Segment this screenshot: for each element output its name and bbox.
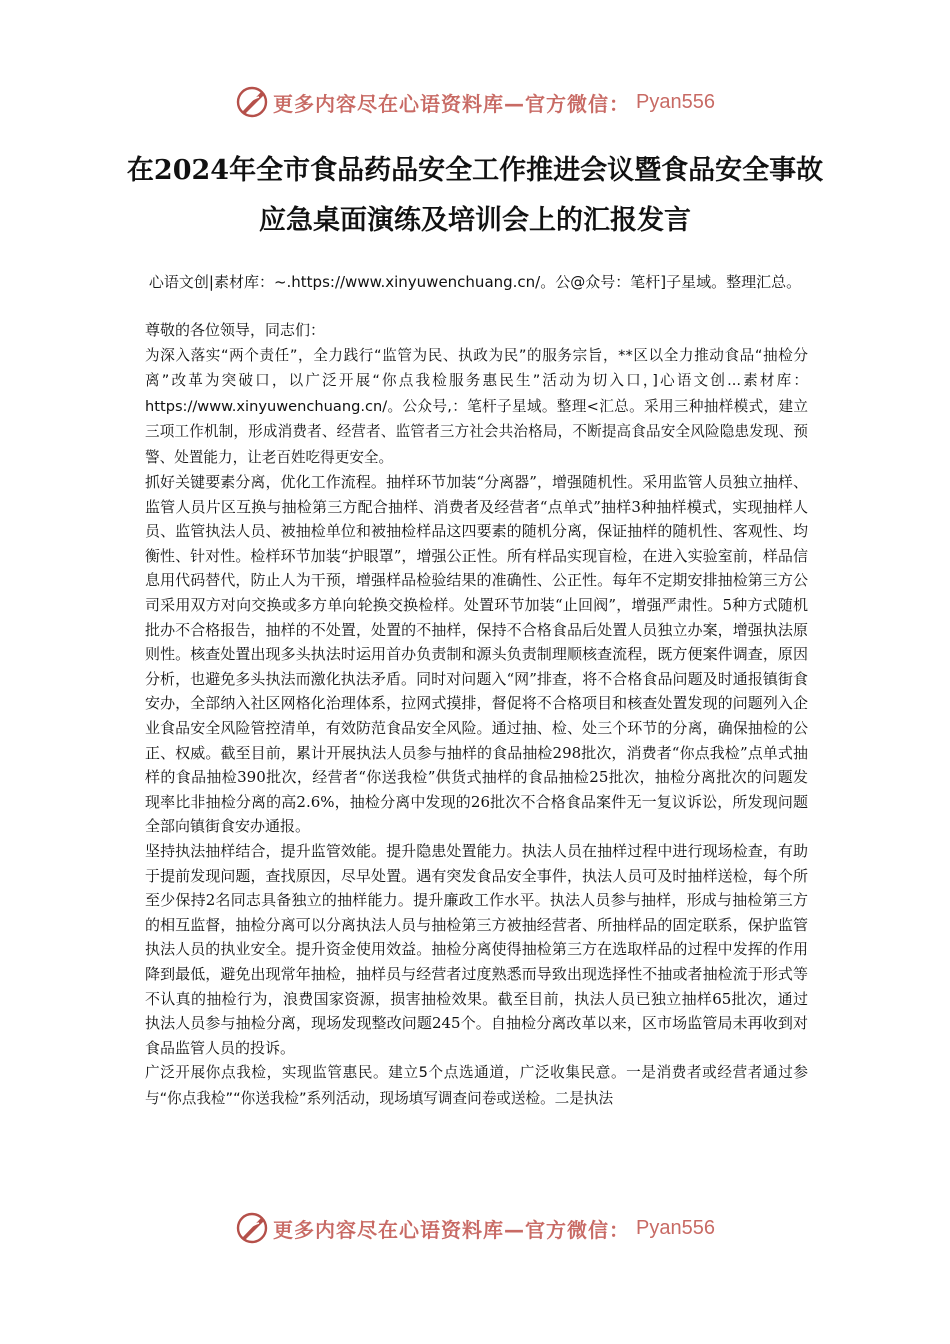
banner-wechat-id: Pyan556 bbox=[636, 1216, 715, 1239]
banner-text: 更多内容尽在心语资料库—官方微信： bbox=[273, 1217, 631, 1242]
paragraph-key-elements: 抓好关键要素分离，优化工作流程。抽样环节加装“分离器”，增强随机性。采用监管人员独立抽样、监管人员片区互换与抽检第三方配合抽样、消费者及经营者“点单式”抽样3种抽样模式，实现抽样人员、监管执法人员、被抽检单位和被抽检样品这四要素的随机分离，保证抽样的随机性、客观性、均衡性、针对性。检样环节加装“护眼罩”，增强公正性。所有样品实现盲检，在进入实验室前，样品信息用代码替代，防止人为干预，增强样品检验结果的准确性、公正性。每年不定期安排抽检第三方公司采用双方对向交换或多方单向轮换交换检样。处置环节加装“止回阀”，增强严肃性。5种方式随机批办不合格报告，抽样的不处置，处置的不抽样，保持不合格食品后处置人员独立办案，增强执法原则性。核查处置出现多头执法时运用首办负责制和源头负责制理顺核查流程，既方便案件调查，原因分析，也避免多头执法而激化执法矛盾。同时对问题入“网”排查，将不合格食品问题及时通报镇街食安办，全部纳入社区网格化治理体系，拉网式摸排，督促将不合格项目和核查处置发现的问题列入企业食品安全风险管控清单，有效防范食品安全风险。通过抽、检、处三个环节的分离，确保抽检的公正、权威。截至目前，累计开展执法人员参与抽样的食品抽检298批次，消费者“你点我检”点单式抽样的食品抽检390批次，经营者“你送我检”供货式抽样的食品抽检25批次，抽检分离批次的问题发现率比非抽检分离的高2.6%，抽检分离中发现的26批次不合格食品案件无一复议诉讼，所发现问题全部向镇街食安办通报。 bbox=[145, 473, 808, 836]
paragraph-enforcement: 坚持执法抽样结合，提升监管效能。提升隐患处置能力。执法人员在抽样过程中进行现场检查，有助于提前发现问题，查找原因，尽早处置。遇有突发食品安全事件，执法人员可及时抽样送检，每个所至少保持2名同志具备独立的抽样能力。提升廉政工作水平。执法人员参与抽样，形成与抽检第三方的相互监督，抽检分离可以分离执法人员与抽检第三方被抽经营者、所抽样品的固定联系，保护监管执法人员的执业安全。提升资金使用效益。抽检分离使得抽检第三方在选取样品的过程中发挥的作用降到最低，避免出现常年抽检，抽样员与经营者过度熟悉而导致出现选择性不抽或者抽检流于形式等不认真的抽检行为，浪费国家资源，损害抽检效果。截至目前，执法人员已独立抽样65批次，通过执法人员参与抽检分离，现场发现整改问题245个。自抽检分离改革以来，区市场监管局未再收到对食品监管人员的投诉。 bbox=[145, 842, 808, 1057]
salutation: 尊敬的各位领导，同志们： bbox=[145, 321, 326, 339]
document-title: 在2024年全市食品药品安全工作推进会议暨食品安全事故应急桌面演练及培训会上的汇报发言 bbox=[126, 155, 824, 236]
quill-pen-logo-icon bbox=[235, 85, 269, 119]
paragraph-intro: 为深入落实“两个责任”，全力践行“监管为民、执政为民”的服务宗旨，**区以全力推动食品“抽检分离”改革为突破口，以广泛开展“你点我检服务惠民生”活动为切入口，]心语文创...素材库：https://www.xinyuwenchuang.cn/。公众号,：笔杆子星域。整理<汇总。采用三种抽样模式，建立三项工作机制，形成消费者、经营者、监管者三方社会共治格局，不断提高食品安全风险隐患发现、预警、处置能力，让老百姓吃得更安全。 bbox=[145, 346, 808, 466]
banner-wechat-id: Pyan556 bbox=[636, 90, 715, 113]
document-body bbox=[145, 318, 808, 1111]
quill-pen-logo-icon bbox=[235, 1211, 269, 1245]
banner-text: 更多内容尽在心语资料库—官方微信： bbox=[273, 91, 631, 116]
header-watermark-banner bbox=[0, 80, 950, 124]
paragraph-you-point-we-test: 广泛开展你点我检，实现监管惠民。建立5个点选通道，广泛收集民意。一是消费者或经营者通过参与“你点我检”“你送我检”系列活动，现场填写调查问卷或送检。二是执法 bbox=[145, 1064, 808, 1107]
footer-watermark-banner bbox=[0, 1206, 950, 1250]
source-note: 心语文创|素材库：~.https://www.xinyuwenchuang.cn/。公@众号：笔杆]子星域。整理汇总。 bbox=[148, 273, 802, 291]
